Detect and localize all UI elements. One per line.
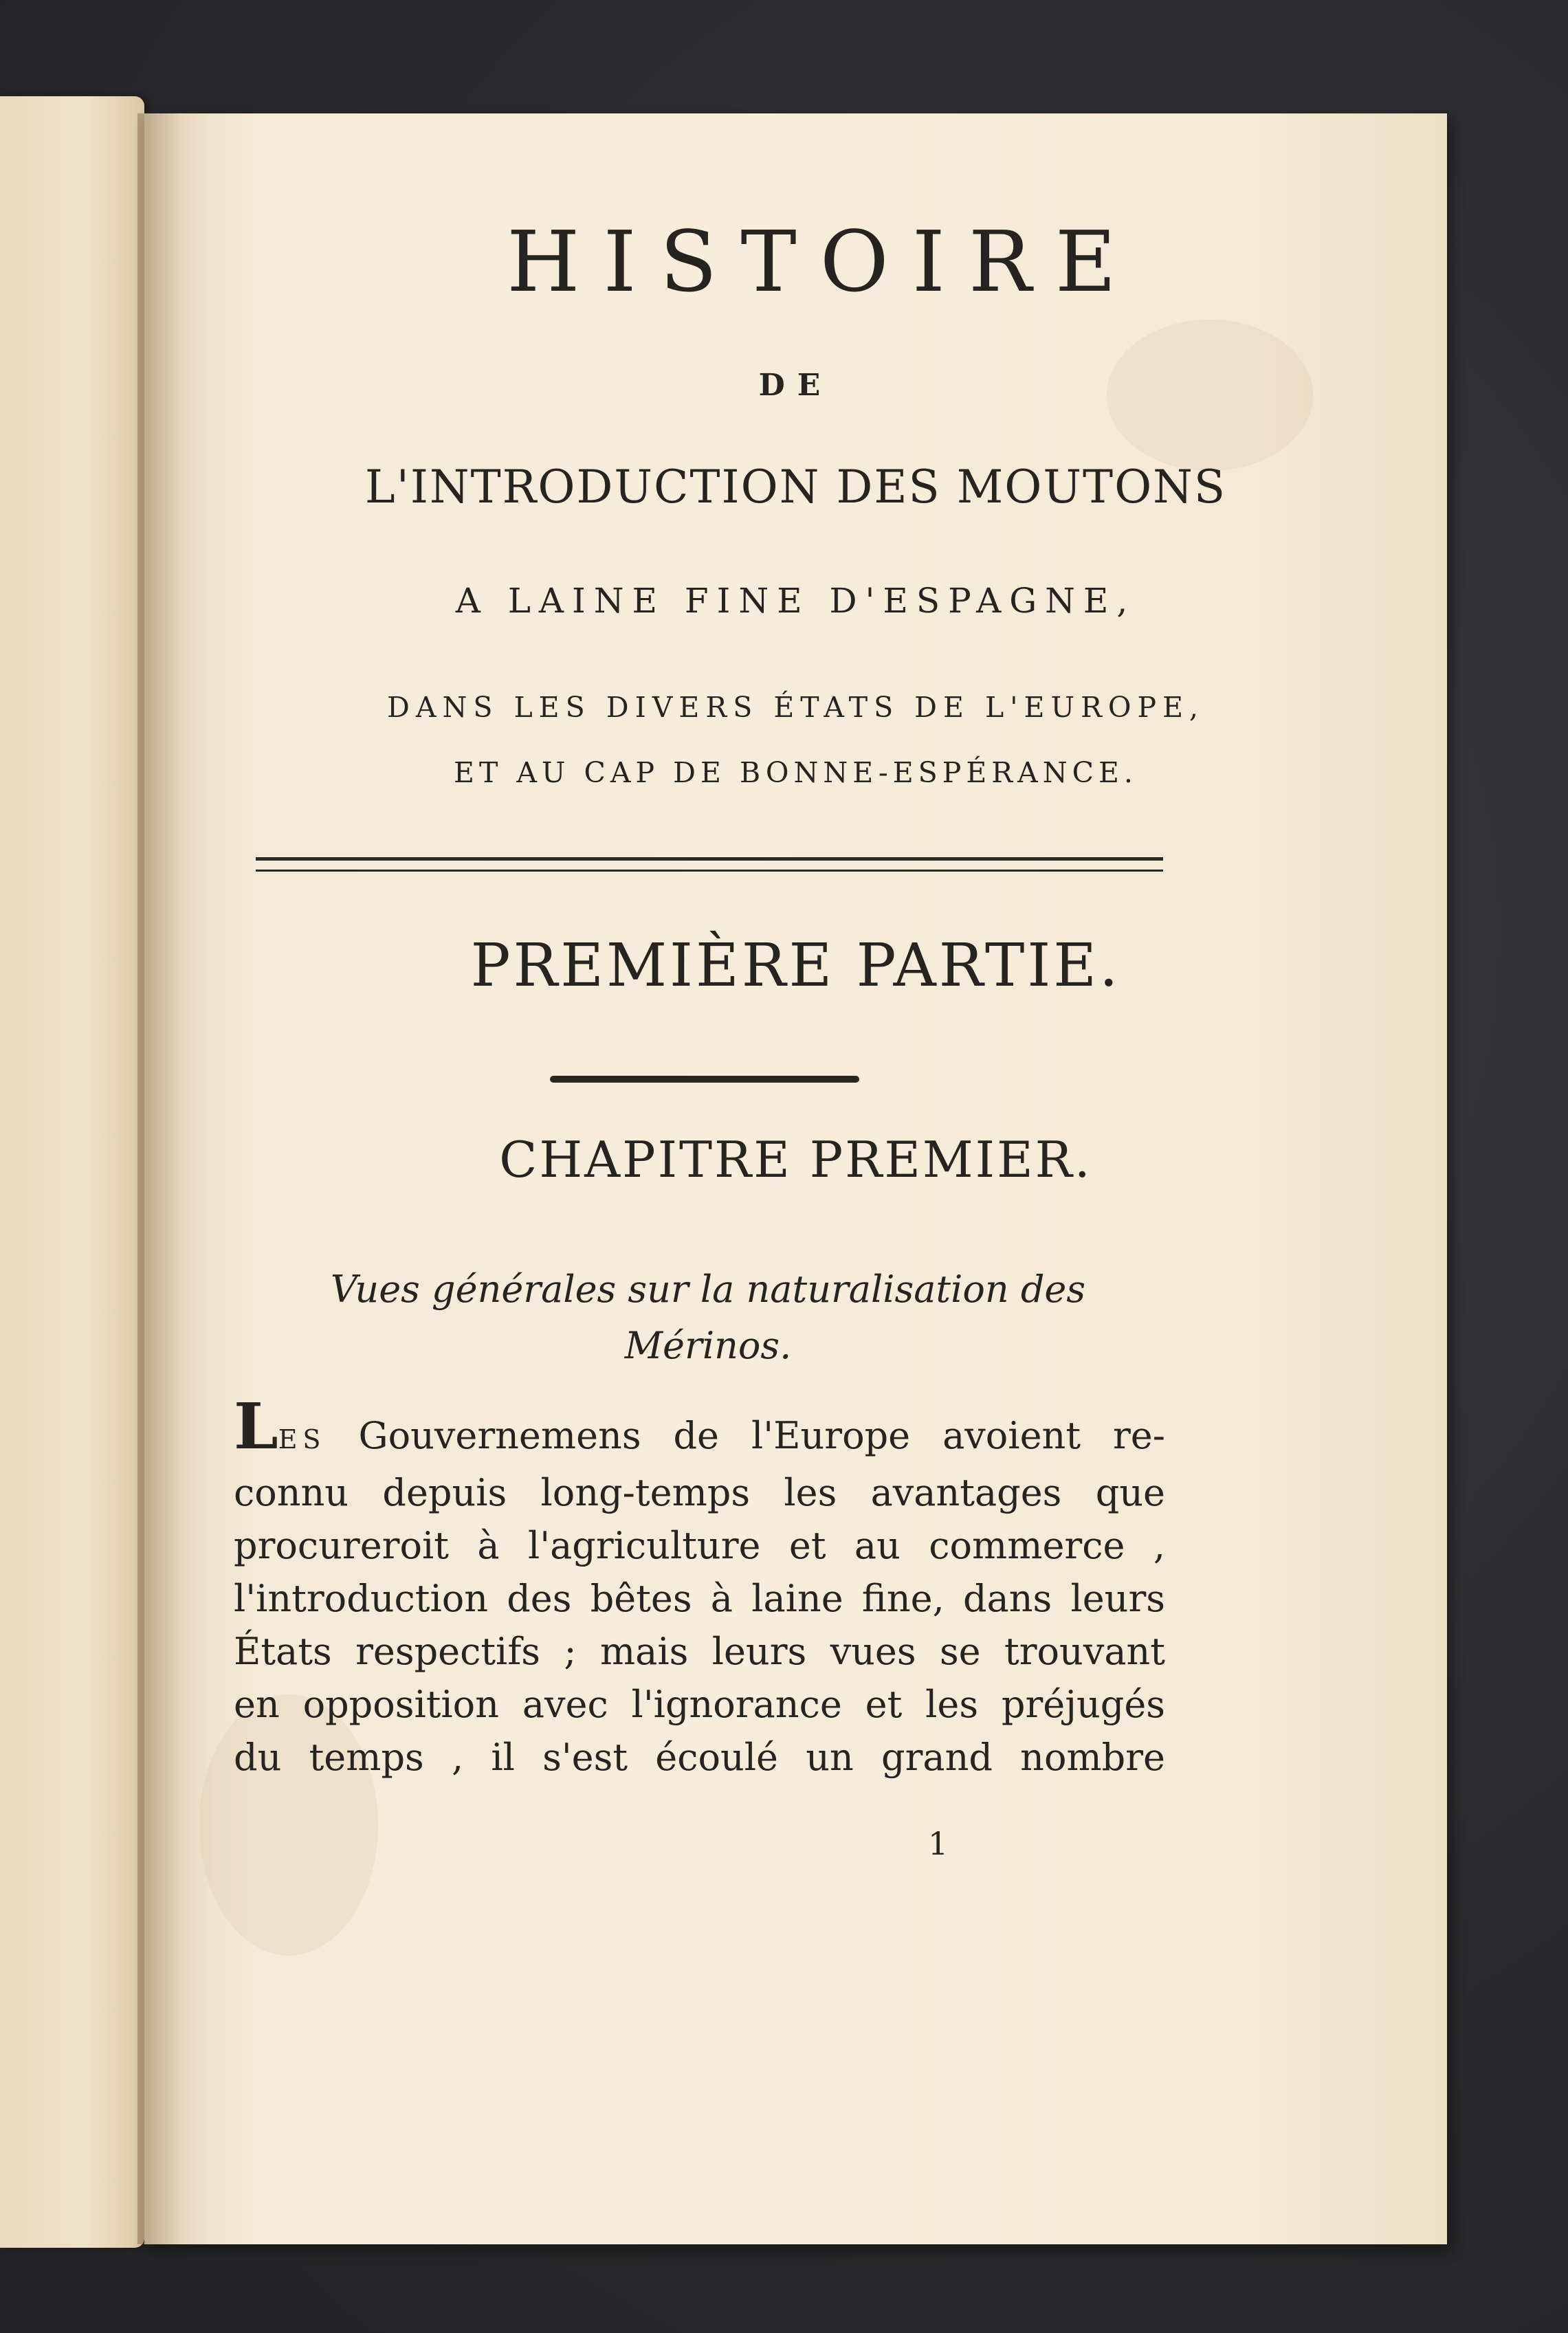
title-line-1: L'INTRODUCTION DES MOUTONS — [364, 461, 1227, 513]
book-title: HISTOIRE — [507, 213, 1140, 311]
chapter-title: CHAPITRE PREMIER. — [499, 1131, 1092, 1188]
signature-mark: 1 — [928, 1825, 949, 1862]
title-line-2: A LAINE FINE D'ESPAGNE, — [455, 581, 1136, 621]
short-rule-divider — [550, 1076, 859, 1083]
title-preposition: DE — [758, 368, 833, 403]
rule-thick — [256, 857, 1163, 861]
drop-cap: L — [234, 1389, 278, 1463]
body-line-1 — [234, 1389, 1165, 1466]
body-line-3: procureroit à l'agriculture et au commerce , — [234, 1524, 1165, 1567]
spine-shadow — [137, 113, 213, 2244]
body-line-7: du temps , il s'est écoulé un grand nombre — [234, 1736, 1165, 1779]
book-page — [144, 113, 1447, 2244]
title-line-3: DANS LES DIVERS ÉTATS DE L'EUROPE, — [386, 691, 1205, 724]
body-line-text: Gouvernemens de l'Europe avoient re- — [358, 1414, 1165, 1457]
title-line-4: ET AU CAP DE BONNE-ESPÉRANCE. — [454, 756, 1138, 789]
rule-thin — [256, 870, 1163, 872]
body-line-2: connu depuis long-temps les avantages que — [234, 1471, 1165, 1514]
page-content — [144, 113, 1447, 2244]
chapter-subtitle: Vues générales sur la naturalisation des Mérinos. — [330, 1268, 1086, 1367]
small-caps: ES — [278, 1424, 327, 1455]
body-line-6: en opposition avec l'ignorance et les préjugés — [234, 1683, 1165, 1726]
body-paragraph — [234, 1389, 1165, 1784]
part-title: PREMIÈRE PARTIE. — [470, 931, 1121, 1000]
body-line-4: l'introduction des bêtes à laine fine, dans leurs — [234, 1577, 1165, 1620]
double-rule-divider — [256, 857, 1163, 876]
left-page-edge — [0, 96, 144, 2248]
body-line-5: États respectifs ; mais leurs vues se trouvant — [234, 1630, 1165, 1673]
